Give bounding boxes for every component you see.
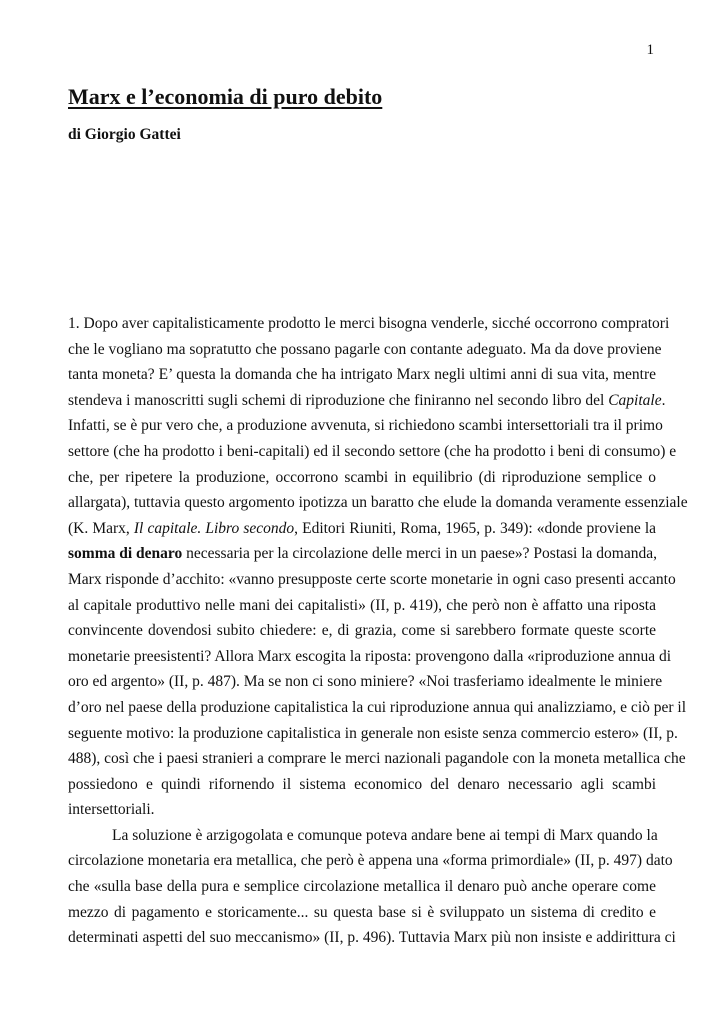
- text-line: che, per ripetere la produzione, occorrono scambi in equilibrio (di riproduzione semplice o: [68, 468, 656, 486]
- text-line: La soluzione è arzigogolata e comunque poteva andare bene ai tempi di Marx quando la: [112, 826, 658, 844]
- body-text: [68, 311, 688, 951]
- text-line: allargata), tuttavia questo argomento ipotizza un baratto che elude la domanda veramente essenziale: [68, 494, 688, 512]
- document-title: Marx e l’economia di puro debito: [68, 84, 383, 109]
- italic-term: Capitale: [608, 391, 662, 409]
- text-line: monetarie preesistenti? Allora Marx escogita la riposta: provengono dalla «riproduzione annua di: [68, 647, 672, 665]
- text-line: determinati aspetti del suo meccanismo» (II, p. 496). Tuttavia Marx più non insiste e addirittura ci: [68, 929, 676, 947]
- text-segment: , Editori Riuniti, Roma, 1965, p. 349): «donde proviene la: [294, 519, 657, 537]
- text-line: Infatti, se è pur vero che, a produzione avvenuta, si richiedono scambi intersettoriali tra il primo: [68, 417, 663, 435]
- text-segment: stendeva i manoscritti sugli schemi di riproduzione che finiranno nel secondo libro del: [68, 391, 605, 409]
- text-line: che le vogliano ma sopratutto che possano pagarle con contante adeguato. Ma da dove proviene: [68, 340, 662, 358]
- text-segment: necessaria per la circolazione delle merci in un paese»? Postasi la domanda,: [182, 545, 657, 563]
- text-line: tanta moneta? E’ questa la domanda che ha intrigato Marx negli ultimi anni di sua vita, mentre: [68, 366, 656, 384]
- text-line: seguente motivo: la produzione capitalistica in generale non esiste senza commercio estero» (II, p.: [68, 724, 678, 742]
- text-line-with-italic: [68, 388, 666, 414]
- bold-term: somma di denaro: [68, 545, 183, 563]
- text-line: settore (che ha prodotto i beni-capitali) ed il secondo settore (che ha prodotto i beni di consumo) e: [68, 442, 677, 460]
- text-line: intersettoriali.: [68, 801, 155, 819]
- text-line: oro ed argento» (II, p. 487). Ma se non ci sono miniere? «Noi trasferiamo idealmente le miniere: [68, 673, 663, 691]
- text-line: 488), così che i paesi stranieri a comprare le merci nazionali pagandole con la moneta metallica che: [68, 750, 686, 768]
- author-byline: di Giorgio Gattei: [68, 126, 181, 143]
- text-line-with-italic: [68, 516, 656, 542]
- text-line: d’oro nel paese della produzione capitalistica la cui riproduzione annua qui analizziamo, e ciò per il: [68, 698, 687, 716]
- text-line-with-bold: [68, 541, 656, 567]
- text-line: 1. Dopo aver capitalisticamente prodotto le merci bisogna venderle, sicché occorrono compratori: [68, 315, 670, 332]
- italic-book-title: Il capitale. Libro secondo: [133, 519, 295, 537]
- text-segment: (K. Marx,: [68, 519, 130, 537]
- page-number: 1: [646, 42, 654, 58]
- text-line: mezzo di pagamento e storicamente... su questa base si è sviluppato un sistema di credito e: [68, 903, 656, 921]
- text-line: possiedono e quindi rifornendo il sistema economico del denaro necessario agli scambi: [68, 775, 656, 793]
- text-line: Marx risponde d’acchito: «vanno presupposte certe scorte monetarie in ogni caso presenti accanto: [68, 570, 676, 588]
- text-line: al capitale produttivo nelle mani dei capitalisti» (II, p. 419), che però non è affatto una riposta: [68, 596, 656, 614]
- text-line: circolazione monetaria era metallica, che però è appena una «forma primordiale» (II, p. 497) dato: [68, 852, 673, 870]
- text-segment: .: [661, 391, 666, 409]
- text-line: convincente dovendosi subito chiedere: e, di grazia, come si sarebbero formate queste scorte: [68, 622, 656, 640]
- text-line: che «sulla base della pura e semplice circolazione metallica il denaro può anche operare come: [68, 878, 656, 896]
